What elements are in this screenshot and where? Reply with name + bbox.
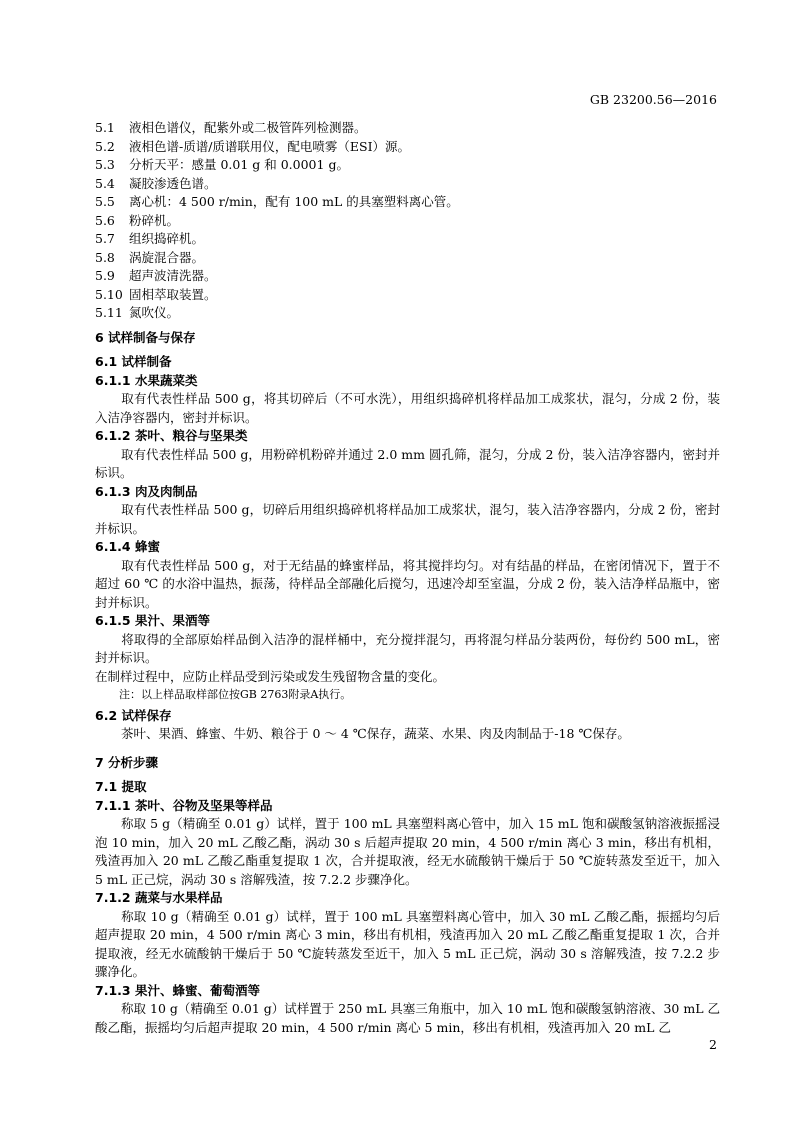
item-number: 5.11 (95, 305, 123, 320)
list-item (95, 286, 720, 305)
section-6-1-5-heading: 6.1.5 果汁、果酒等 (95, 613, 210, 628)
section-7-1-1-text (95, 815, 720, 889)
process-note-text: 在制样过程中，应防止样品受到污染或发生残留物含量的变化。 (95, 668, 446, 684)
item-number: 5.1 (95, 120, 115, 135)
list-item (95, 193, 720, 212)
section-7-1-3-text (95, 1000, 720, 1037)
paragraph-text: 取有代表性样品 500 g，将其切碎后（不可水洗），用组织捣碎机将样品加工成浆状，混匀，分成 2 份，装入洁净容器内，密封并标识。 (95, 391, 720, 425)
item-text: 固相萃取装置。 (129, 286, 217, 302)
section-6-1-2-text (95, 446, 720, 483)
paragraph-text: 茶叶、果酒、蜂蜜、牛奶、粮谷于 0 ～ 4 ℃保存，蔬菜、水果、肉及肉制品于-18 ℃保存。 (121, 726, 630, 741)
paragraph-text: 取有代表性样品 500 g，用粉碎机粉碎并通过 2.0 mm 圆孔筛，混匀，分成 2 份，装入洁净容器内，密封并标识。 (95, 446, 720, 480)
section-6-1-1-text (95, 390, 720, 427)
item-number: 5.9 (95, 268, 115, 283)
item-text: 粉碎机。 (129, 212, 180, 228)
item-number: 5.6 (95, 212, 115, 228)
paragraph-text: 称取 5 g（精确至 0.01 g）试样，置于 100 mL 具塞塑料离心管中，加入 15 mL 饱和碳酸氢钠溶液振摇浸泡 10 min，加入 20 mL 乙酸乙酯，涡动 30 s 后超声提取 20 min，4 500 r/min 离心 3 min，移出有机相，残渣再加入 20 mL 乙酸乙酯重复提取 1 次，合并提取液，经无水硫酸钠干燥后于 50 ℃旋转蒸发至近干，加入 5 mL 正己烷，涡动 30 s 溶解残渣，按 7.2.2 步骤净化。 (95, 816, 720, 887)
paragraph-text: 称取 10 g（精确至 0.01 g）试样置于 250 mL 具塞三角瓶中，加入 10 mL 饱和碳酸氢钠溶液、30 mL 乙酸乙酯，振摇均匀后超声提取 20 min，4 500 r/min 离心 5 min，移出有机相，残渣再加入 20 mL 乙 (95, 1001, 720, 1035)
item-number: 5.4 (95, 175, 115, 191)
item-text: 液相色谱-质谱/质谱联用仪，配电喷雾（ESI）源。 (129, 138, 411, 154)
item-text: 超声波清洗器。 (129, 268, 217, 283)
page-number: 2 (709, 1037, 717, 1052)
item-text: 氮吹仪。 (129, 305, 180, 320)
item-number: 5.3 (95, 157, 115, 172)
section-6-1-3-heading: 6.1.3 肉及肉制品 (95, 483, 198, 499)
item-text: 凝胶渗透色谱。 (129, 175, 217, 191)
item-text: 组织捣碎机。 (129, 231, 205, 246)
list-item (95, 156, 720, 175)
list-item (95, 230, 720, 249)
section-6-2-heading: 6.2 试样保存 (95, 707, 172, 723)
section-6-1-3-text (95, 501, 720, 538)
section-6-2-text (95, 725, 720, 744)
section-6-1-heading: 6.1 试样制备 (95, 354, 172, 369)
section-7-1-1-heading: 7.1.1 茶叶、谷物及坚果等样品 (95, 797, 273, 813)
section-6-heading: 6 试样制备与保存 (95, 329, 196, 345)
note: 注：以上样品取样部位按GB 2763附录A执行。 (119, 688, 352, 701)
paragraph-text: 取有代表性样品 500 g，对于无结晶的蜂蜜样品，将其搅拌均匀。对有结晶的样品，在密闭情况下，置于不超过 60 ℃ 的水浴中温热，振荡，待样品全部融化后搅匀，迅速冷却至室温，分成 2 份，装入洁净样品瓶中，密封并标识。 (95, 557, 720, 610)
section-7-1-heading: 7.1 提取 (95, 779, 147, 794)
paragraph-text: 取有代表性样品 500 g，切碎后用组织捣碎机将样品加工成浆状，混匀，装入洁净容器内，分成 2 份，密封并标识。 (95, 502, 720, 536)
paragraph-text: 将取得的全部原始样品倒入洁净的混样桶中，充分搅拌混匀，再将混匀样品分装两份，每份约 500 mL，密封并标识。 (95, 631, 720, 665)
section-7-1-2-heading: 7.1.2 蔬菜与水果样品 (95, 890, 223, 905)
item-text: 分析天平：感量 0.01 g 和 0.0001 g。 (129, 157, 349, 172)
standard-code: GB 23200.56—2016 (589, 92, 717, 107)
item-text: 液相色谱仪，配紫外或二极管阵列检测器。 (129, 120, 367, 135)
section-6-1-4-text (95, 557, 720, 613)
paragraph-text: 称取 10 g（精确至 0.01 g）试样，置于 100 mL 具塞塑料离心管中，加入 30 mL 乙酸乙酯，振摇均匀后超声提取 20 min，4 500 r/min 离心 3 min，移出有机相，残渣再加入 20 mL 乙酸乙酯重复提取 1 次，合并提取液，经无水硫酸钠干燥后于 50 ℃旋转蒸发至近干，加入 5 mL 正己烷，涡动 30 s 溶解残渣，按 7.2.2 步骤净化。 (95, 908, 720, 979)
section-7-1-3-heading: 7.1.3 果汁、蜂蜜、葡萄酒等 (95, 982, 260, 998)
section-7-1-2-text (95, 908, 720, 982)
section-6-1-5-text (95, 631, 720, 668)
list-item (95, 138, 720, 157)
list-item (95, 119, 720, 138)
list-item (95, 175, 720, 194)
section-7-heading: 7 分析步骤 (95, 754, 159, 770)
item-number: 5.8 (95, 249, 115, 265)
section-6-1-1-heading: 6.1.1 水果蔬菜类 (95, 372, 198, 388)
document-body (95, 119, 720, 1037)
item-text: 离心机：4 500 r/min，配有 100 mL 的具塞塑料离心管。 (129, 194, 459, 209)
equipment-list (95, 119, 720, 323)
section-6-1-2-heading: 6.1.2 茶叶、粮谷与坚果类 (95, 428, 248, 443)
item-number: 5.10 (95, 286, 123, 302)
list-item (95, 212, 720, 231)
item-number: 5.2 (95, 138, 115, 154)
item-number: 5.7 (95, 231, 115, 246)
item-number: 5.5 (95, 194, 115, 209)
list-item (95, 249, 720, 268)
list-item (95, 304, 720, 323)
list-item (95, 267, 720, 286)
section-6-1-4-heading: 6.1.4 蜂蜜 (95, 539, 160, 554)
item-text: 涡旋混合器。 (129, 249, 205, 265)
